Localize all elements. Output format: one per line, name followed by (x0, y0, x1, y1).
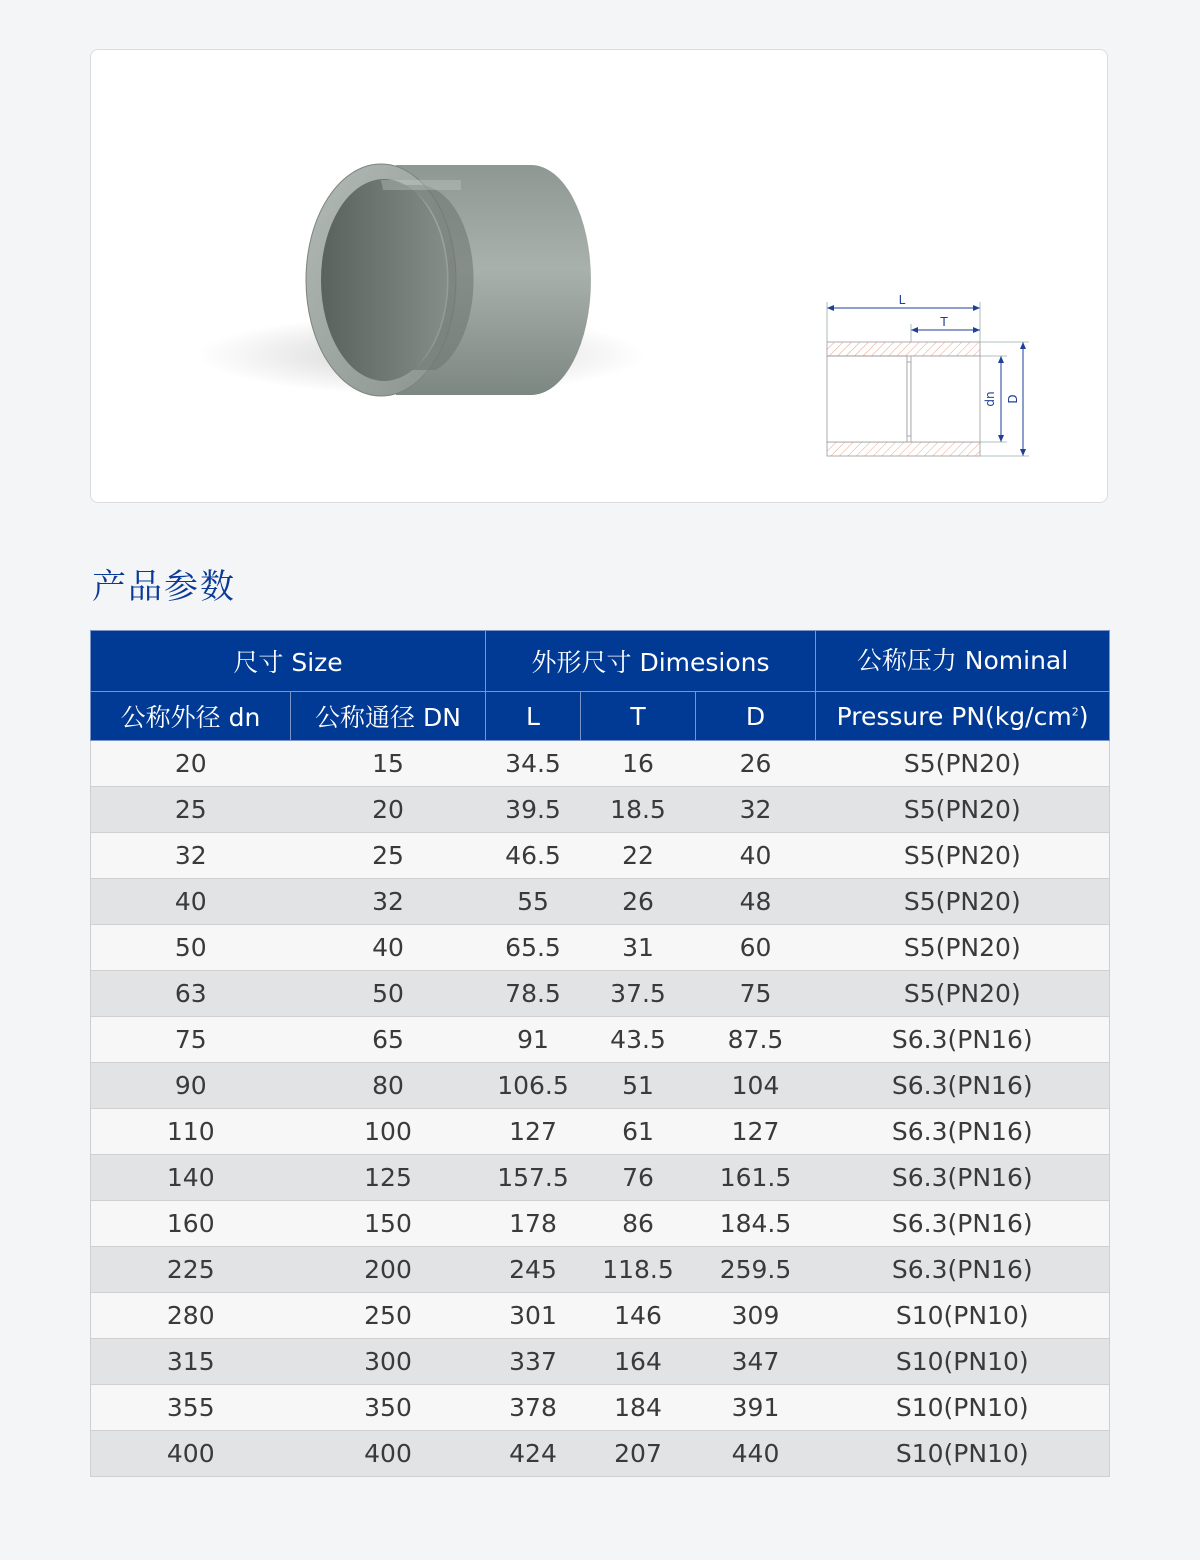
cell-L: 91 (486, 1017, 581, 1063)
cell-DN: 125 (291, 1155, 486, 1201)
cell-pressure: S6.3(PN16) (816, 1155, 1110, 1201)
table-row (91, 1109, 1110, 1155)
table-row (91, 1339, 1110, 1385)
header-size: 尺寸 Size (91, 631, 486, 692)
cell-T: 22 (581, 833, 696, 879)
pressure-unit-superscript: 2 (1071, 705, 1079, 719)
header-nominal: 公称压力 Nominal (816, 631, 1110, 692)
cell-D: 309 (696, 1293, 816, 1339)
cell-D: 184.5 (696, 1201, 816, 1247)
cell-D: 87.5 (696, 1017, 816, 1063)
cell-D: 26 (696, 741, 816, 787)
product-photo (91, 50, 1109, 504)
product-image-card (90, 49, 1108, 503)
cell-DN: 300 (291, 1339, 486, 1385)
cell-L: 127 (486, 1109, 581, 1155)
col-header-pressure (816, 692, 1110, 741)
table-row (91, 1063, 1110, 1109)
cell-T: 118.5 (581, 1247, 696, 1293)
header-dimensions: 外形尺寸 Dimesions (486, 631, 816, 692)
cell-pressure: S6.3(PN16) (816, 1201, 1110, 1247)
col-header-L: L (486, 692, 581, 741)
cell-DN: 80 (291, 1063, 486, 1109)
cell-L: 424 (486, 1431, 581, 1477)
cell-DN: 100 (291, 1109, 486, 1155)
diagram-label-L: L (898, 293, 906, 307)
cell-L: 337 (486, 1339, 581, 1385)
cell-pressure: S5(PN20) (816, 879, 1110, 925)
cell-T: 61 (581, 1109, 696, 1155)
cell-D: 60 (696, 925, 816, 971)
table-row (91, 1017, 1110, 1063)
cell-pressure: S10(PN10) (816, 1339, 1110, 1385)
cell-dn: 400 (91, 1431, 291, 1477)
cell-T: 76 (581, 1155, 696, 1201)
cell-T: 184 (581, 1385, 696, 1431)
diagram-label-dn: dn (983, 391, 997, 407)
cell-DN: 200 (291, 1247, 486, 1293)
table-row (91, 925, 1110, 971)
table-row (91, 833, 1110, 879)
cell-dn: 75 (91, 1017, 291, 1063)
table-row (91, 1293, 1110, 1339)
cell-T: 26 (581, 879, 696, 925)
cell-dn: 50 (91, 925, 291, 971)
cell-DN: 25 (291, 833, 486, 879)
cell-pressure: S5(PN20) (816, 741, 1110, 787)
cell-L: 34.5 (486, 741, 581, 787)
pvc-pipe-coupling-icon (196, 164, 646, 396)
diagram-label-T: T (940, 315, 948, 329)
cell-T: 146 (581, 1293, 696, 1339)
table-row (91, 1155, 1110, 1201)
cell-dn: 140 (91, 1155, 291, 1201)
cell-DN: 150 (291, 1201, 486, 1247)
diagram-label-D: D (1006, 394, 1020, 404)
cell-L: 65.5 (486, 925, 581, 971)
table-row (91, 971, 1110, 1017)
cell-T: 86 (581, 1201, 696, 1247)
cell-L: 78.5 (486, 971, 581, 1017)
cell-dn: 90 (91, 1063, 291, 1109)
cell-pressure: S10(PN10) (816, 1431, 1110, 1477)
cell-D: 391 (696, 1385, 816, 1431)
cell-D: 32 (696, 787, 816, 833)
cell-T: 51 (581, 1063, 696, 1109)
cell-T: 37.5 (581, 971, 696, 1017)
cell-D: 127 (696, 1109, 816, 1155)
cell-dn: 355 (91, 1385, 291, 1431)
col-header-T: T (581, 692, 696, 741)
table-row (91, 1385, 1110, 1431)
cell-dn: 160 (91, 1201, 291, 1247)
table-row (91, 787, 1110, 833)
cell-dn: 280 (91, 1293, 291, 1339)
table-row (91, 879, 1110, 925)
cell-T: 16 (581, 741, 696, 787)
cell-L: 46.5 (486, 833, 581, 879)
cell-pressure: S6.3(PN16) (816, 1109, 1110, 1155)
cell-L: 55 (486, 879, 581, 925)
cell-D: 104 (696, 1063, 816, 1109)
col-header-D: D (696, 692, 816, 741)
cell-DN: 40 (291, 925, 486, 971)
cell-D: 259.5 (696, 1247, 816, 1293)
cell-pressure: S5(PN20) (816, 971, 1110, 1017)
cell-T: 43.5 (581, 1017, 696, 1063)
cell-dn: 63 (91, 971, 291, 1017)
col-header-dn: 公称外径 dn (91, 692, 291, 741)
cell-pressure: S5(PN20) (816, 787, 1110, 833)
pressure-unit-close: ) (1078, 701, 1089, 731)
cell-DN: 32 (291, 879, 486, 925)
cell-dn: 315 (91, 1339, 291, 1385)
cell-pressure: S10(PN10) (816, 1385, 1110, 1431)
pressure-unit-label: Pressure PN(kg/cm (836, 701, 1072, 731)
cell-DN: 15 (291, 741, 486, 787)
cell-pressure: S5(PN20) (816, 925, 1110, 971)
cell-L: 178 (486, 1201, 581, 1247)
cell-dn: 32 (91, 833, 291, 879)
cell-D: 161.5 (696, 1155, 816, 1201)
cell-D: 347 (696, 1339, 816, 1385)
cell-dn: 25 (91, 787, 291, 833)
cell-L: 157.5 (486, 1155, 581, 1201)
spec-table-body (91, 741, 1110, 1477)
cell-pressure: S6.3(PN16) (816, 1063, 1110, 1109)
cell-pressure: S10(PN10) (816, 1293, 1110, 1339)
cell-T: 31 (581, 925, 696, 971)
cell-D: 440 (696, 1431, 816, 1477)
cell-L: 106.5 (486, 1063, 581, 1109)
cell-D: 40 (696, 833, 816, 879)
cell-pressure: S6.3(PN16) (816, 1247, 1110, 1293)
table-row (91, 1247, 1110, 1293)
coupling-cross-section-diagram (827, 293, 1029, 456)
section-title: 产品参数 (92, 567, 236, 607)
cell-T: 207 (581, 1431, 696, 1477)
cell-DN: 50 (291, 971, 486, 1017)
cell-L: 301 (486, 1293, 581, 1339)
cell-T: 18.5 (581, 787, 696, 833)
cell-D: 75 (696, 971, 816, 1017)
cell-L: 39.5 (486, 787, 581, 833)
cell-DN: 20 (291, 787, 486, 833)
cell-L: 245 (486, 1247, 581, 1293)
cell-DN: 350 (291, 1385, 486, 1431)
cell-dn: 40 (91, 879, 291, 925)
cell-dn: 20 (91, 741, 291, 787)
table-row (91, 1201, 1110, 1247)
table-row (91, 1431, 1110, 1477)
cell-L: 378 (486, 1385, 581, 1431)
cell-dn: 225 (91, 1247, 291, 1293)
cell-pressure: S5(PN20) (816, 833, 1110, 879)
spec-table (90, 630, 1110, 1477)
cell-DN: 65 (291, 1017, 486, 1063)
cell-DN: 250 (291, 1293, 486, 1339)
cell-pressure: S6.3(PN16) (816, 1017, 1110, 1063)
cell-DN: 400 (291, 1431, 486, 1477)
table-row (91, 741, 1110, 787)
cell-T: 164 (581, 1339, 696, 1385)
cell-D: 48 (696, 879, 816, 925)
cell-dn: 110 (91, 1109, 291, 1155)
col-header-DN: 公称通径 DN (291, 692, 486, 741)
